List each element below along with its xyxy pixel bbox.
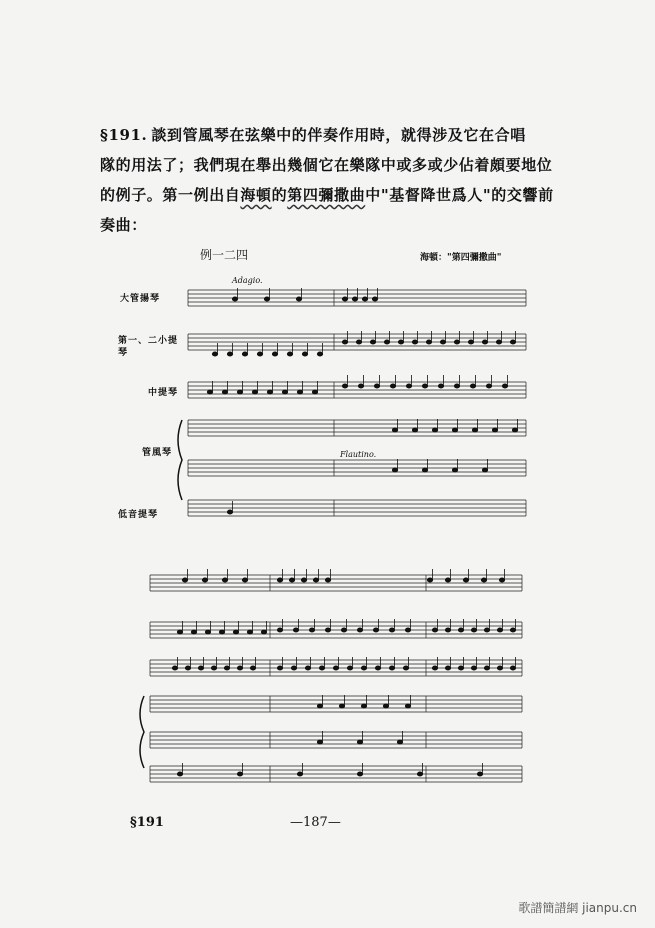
note-s2-6 (297, 772, 302, 776)
note-s1-2b (370, 340, 375, 344)
note-s1-3b (470, 384, 475, 388)
page-number: —187— (290, 815, 341, 830)
note-s1-2 (242, 352, 247, 356)
note-s2-1 (182, 578, 187, 582)
watermark: 歌譜簡譜網 jianpu.cn (518, 901, 637, 915)
note-s1-2b (356, 340, 361, 344)
note-s1-2b (384, 340, 389, 344)
note-s2-3 (211, 666, 216, 670)
note-s2-5 (357, 740, 362, 744)
note-s1-2b (468, 340, 473, 344)
note-s1-2 (287, 352, 292, 356)
note-s2-3b (319, 666, 324, 670)
note-s1-3 (222, 390, 227, 394)
example-label: 例一二四 (200, 248, 249, 262)
note-s1-3b (438, 384, 443, 388)
note-s2-2b (309, 628, 314, 632)
note-s1-2b (426, 340, 431, 344)
note-s1-3b (374, 384, 379, 388)
note-s2-3c (432, 666, 437, 670)
note-s2-1b (301, 578, 306, 582)
instrument-label-5: 低音提琴 (118, 510, 159, 520)
note-s2-3 (198, 666, 203, 670)
note-s1-3 (282, 390, 287, 394)
note-s2-3b (361, 666, 366, 670)
note-s1-3b (486, 384, 491, 388)
note-s1-4 (452, 428, 457, 432)
note-s2-3b (333, 666, 338, 670)
note-s2-2c (510, 628, 515, 632)
note-s1-1b (362, 297, 367, 301)
paragraph-line-1-text: 談到管風琴在弦樂中的伴奏作用時，就得涉及它在合唱 (151, 126, 526, 144)
note-s1-1b (372, 297, 377, 301)
note-s1-5 (482, 468, 487, 472)
note-s2-1b (277, 578, 282, 582)
note-s2-6 (177, 772, 182, 776)
note-s2-4 (317, 704, 322, 708)
note-s2-1c (445, 578, 450, 582)
note-s1-3 (267, 390, 272, 394)
note-s2-2c (497, 628, 502, 632)
note-s2-2b (341, 628, 346, 632)
note-s2-2b (277, 628, 282, 632)
note-s2-3 (224, 666, 229, 670)
note-s1-3b (358, 384, 363, 388)
note-s1-3 (312, 390, 317, 394)
note-s2-6 (357, 772, 362, 776)
tempo-marking: Adagio. (232, 276, 263, 285)
note-s1-3 (207, 390, 212, 394)
note-s2-2b (389, 628, 394, 632)
note-s1-1 (232, 297, 237, 301)
note-s1-3b (422, 384, 427, 388)
note-s2-1b (289, 578, 294, 582)
note-s1-2b (482, 340, 487, 344)
note-s2-3 (237, 666, 242, 670)
note-s1-3b (454, 384, 459, 388)
note-s1-4 (432, 428, 437, 432)
note-s2-3b (403, 666, 408, 670)
note-s2-2 (219, 630, 224, 634)
note-s1-3b (390, 384, 395, 388)
note-s2-1c (499, 578, 504, 582)
composer-name: 海頓 (240, 186, 272, 204)
note-s2-3c (445, 666, 450, 670)
note-s2-2c (432, 628, 437, 632)
note-s1-2 (272, 352, 277, 356)
note-s2-3c (484, 666, 489, 670)
note-s1-3 (237, 390, 242, 394)
note-s1-5 (422, 468, 427, 472)
note-s2-3c (497, 666, 502, 670)
note-s2-2c (471, 628, 476, 632)
note-s1-2 (257, 352, 262, 356)
note-s2-3b (389, 666, 394, 670)
brace-system-1 (178, 420, 182, 500)
instrument-label-2: 第一、二小提琴 (118, 336, 179, 358)
note-s2-2b (373, 628, 378, 632)
note-s2-1 (222, 578, 227, 582)
note-s2-1 (202, 578, 207, 582)
instrument-label-3: 中提琴 (148, 388, 179, 398)
note-s2-2 (205, 630, 210, 634)
note-s2-1c (481, 578, 486, 582)
note-s2-5 (317, 740, 322, 744)
note-s2-3c (510, 666, 515, 670)
note-s1-2 (212, 352, 217, 356)
note-s1-4 (492, 428, 497, 432)
note-s1-2b (510, 340, 515, 344)
note-s1-4 (512, 428, 517, 432)
note-s1-2 (317, 352, 322, 356)
note-s2-6 (477, 772, 482, 776)
note-s1-2b (454, 340, 459, 344)
note-s2-4 (361, 704, 366, 708)
note-s2-2c (458, 628, 463, 632)
note-s2-4 (405, 704, 410, 708)
note-s2-2 (233, 630, 238, 634)
note-s2-2c (445, 628, 450, 632)
note-s2-1b (325, 578, 330, 582)
note-s1-4 (472, 428, 477, 432)
example-source: 海頓："第四彌撒曲" (420, 253, 502, 263)
note-s1-2 (302, 352, 307, 356)
note-s1-1 (264, 297, 269, 301)
note-s2-6 (237, 772, 242, 776)
note-s1-4 (412, 428, 417, 432)
note-glyphs (172, 288, 517, 776)
note-s2-1 (242, 578, 247, 582)
section-number: §191. (100, 126, 148, 144)
note-s2-1b (313, 578, 318, 582)
note-s1-2b (412, 340, 417, 344)
note-s2-3b (291, 666, 296, 670)
note-s1-3b (502, 384, 507, 388)
note-s1-5 (392, 468, 397, 472)
note-s2-3b (347, 666, 352, 670)
line3-mid: 的 (271, 186, 288, 204)
note-s1-2b (342, 340, 347, 344)
instrument-label-4: 管風琴 (142, 448, 173, 458)
line3-pre: 的例子。第一例出自 (100, 186, 241, 204)
note-s1-1b (352, 297, 357, 301)
brace-system-2 (140, 696, 144, 768)
footer-section: §191 (130, 815, 164, 830)
note-s1-2b (398, 340, 403, 344)
note-s1-4 (392, 428, 397, 432)
flautino-marking: Flautino. (340, 450, 377, 459)
note-s2-4 (339, 704, 344, 708)
brace-glyphs (140, 420, 182, 768)
system-1-staves (188, 290, 526, 516)
work-title: 第四彌撒曲 (287, 186, 366, 204)
note-s2-4 (383, 704, 388, 708)
note-s2-2b (405, 628, 410, 632)
note-s1-3b (342, 384, 347, 388)
paragraph-line-4: 奏曲： (100, 216, 147, 234)
note-s1-3b (406, 384, 411, 388)
system-2-staves (150, 575, 522, 782)
paragraph-line-2: 隊的用法了；我們現在舉出幾個它在樂隊中或多或少佔着頗要地位 (100, 156, 553, 174)
note-s1-6 (227, 510, 232, 514)
note-s2-1c (427, 578, 432, 582)
note-s2-3b (375, 666, 380, 670)
note-s2-5 (397, 740, 402, 744)
note-s1-3 (297, 390, 302, 394)
note-s2-6 (417, 772, 422, 776)
note-s2-3 (250, 666, 255, 670)
note-s2-2 (261, 630, 266, 634)
note-s1-2 (227, 352, 232, 356)
note-s1-1 (296, 297, 301, 301)
instrument-label-1: 大管揚琴 (120, 294, 161, 304)
note-s2-3b (277, 666, 282, 670)
line3-post: 中"基督降世爲人"的交響前 (365, 186, 554, 204)
note-s1-2b (496, 340, 501, 344)
note-s2-2 (177, 630, 182, 634)
note-s1-1b (342, 297, 347, 301)
note-s2-3c (471, 666, 476, 670)
note-s2-2b (293, 628, 298, 632)
note-s1-3 (252, 390, 257, 394)
note-s2-3c (458, 666, 463, 670)
note-s2-3 (172, 666, 177, 670)
note-s2-2b (325, 628, 330, 632)
note-s1-2b (440, 340, 445, 344)
note-s2-1c (463, 578, 468, 582)
note-s2-2b (357, 628, 362, 632)
note-s2-2 (191, 630, 196, 634)
note-s2-2 (247, 630, 252, 634)
note-s2-3b (305, 666, 310, 670)
note-s1-5 (452, 468, 457, 472)
note-s2-2c (484, 628, 489, 632)
note-s2-3 (185, 666, 190, 670)
